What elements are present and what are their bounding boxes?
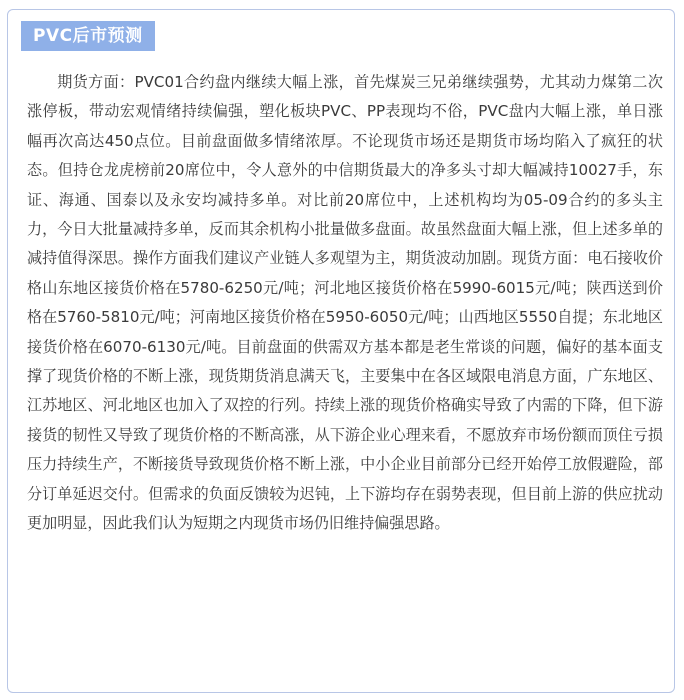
content-card (7, 9, 675, 693)
section-paragraph: 期货方面：PVC01合约盘内继续大幅上涨，首先煤炭三兄弟继续强势，尤其动力煤第二次涨停板，带动宏观情绪持续偏强，塑化板块PVC、PP表现均不俗，PVC盘内大幅上涨，单日涨幅再次高达450点位。目前盘面做多情绪浓厚。不论现货市场还是期货市场均陷入了疯狂的状态。但持仓龙虎榜前20席位中，令人意外的中信期货最大的净多头寸却大幅减持10027手，东证、海通、国泰以及永安均减持多单。对比前20席位中，上述机构均为05-09合约的多头主力，今日大批量减持多单，反而其余机构小批量做多盘面。故虽然盘面大幅上涨，但上述多单的减持值得深思。操作方面我们建议产业链人多观望为主，期货波动加剧。现货方面：电石接收价格山东地区接货价格在5780-6250元/吨；河北地区接货价格在5990-6015元/吨；陕西送到价格在5760-5810元/吨；河南地区接货价格在5950-6050元/吨；山西地区5550自提；东北地区接货价格在6070-6130元/吨。目前盘面的供需双方基本都是老生常谈的问题，偏好的基本面支撑了现货价格的不断上涨，现货期货消息满天飞，主要集中在各区域限电消息方面，广东地区、江苏地区、河北地区也加入了双控的行列。持续上涨的现货价格确实导致了内需的下降，但下游接货的韧性又导致了现货价格的不断高涨，从下游企业心理来看，不愿放弃市场份额而顶住亏损压力持续生产，不断接货导致现货价格不断上涨，中小企业目前部分已经开始停工放假避险，部分订单延迟交付。但需求的负面反馈较为迟钝，上下游均存在弱势表现，但目前上游的供应扰动更加明显，因此我们认为短期之内现货市场仍旧维持偏强思路。 (27, 73, 663, 533)
section-title-badge: PVC后市预测 (21, 21, 155, 51)
